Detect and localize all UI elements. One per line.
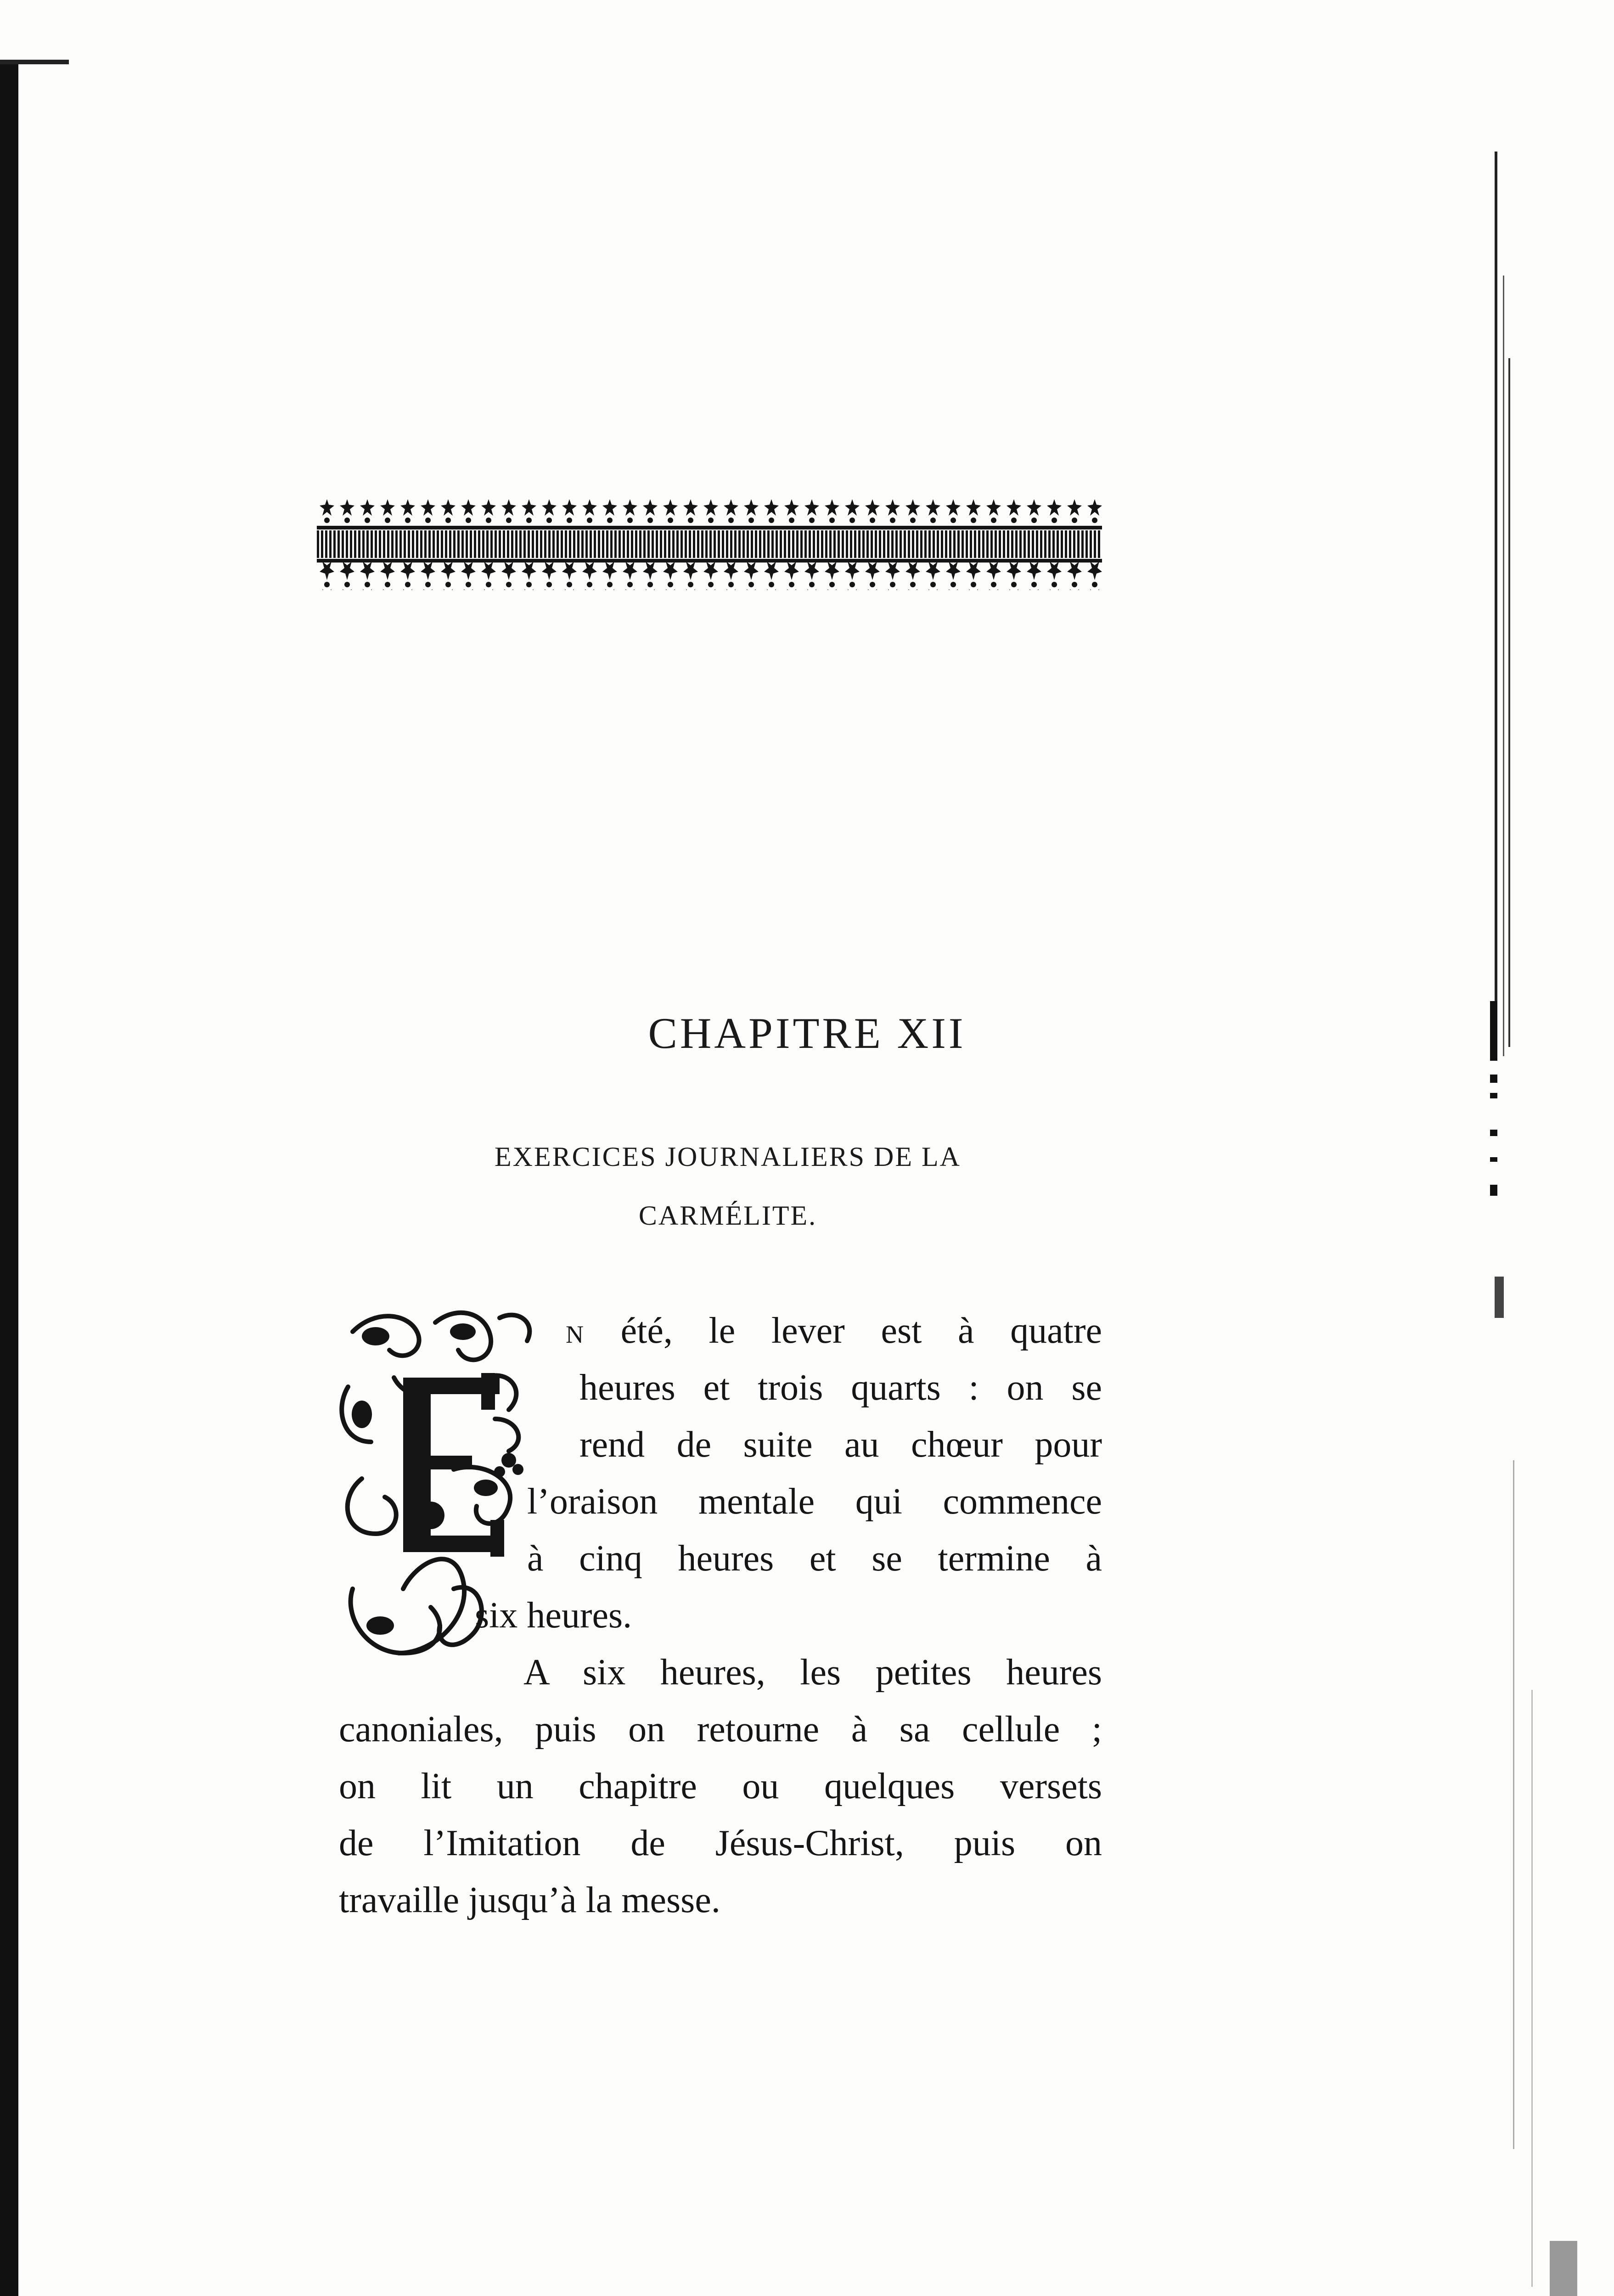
body-line-3: rend de suite au chœur pour	[579, 1424, 1102, 1465]
body-line-2: heures et trois quarts : on se	[579, 1367, 1102, 1408]
body-line-7: A six heures, les petites heures	[523, 1652, 1102, 1693]
scan-left-edge-top	[0, 60, 69, 64]
body-line-11: travaille jusqu’à la messe.	[339, 1880, 720, 1920]
chapter-title: CHAPITRE XII	[648, 1009, 966, 1058]
scan-left-edge	[0, 60, 18, 2296]
chapter-subtitle	[335, 1127, 1120, 1245]
body-line-8: canoniales, puis on retourne à sa cellule ;	[339, 1709, 1102, 1750]
body-line-10: de l’Imitation de Jésus-Christ, puis on	[339, 1823, 1102, 1863]
body-line-1-lead: N	[566, 1321, 585, 1348]
body-line-4: l’oraison mentale qui commence	[527, 1481, 1102, 1522]
scan-right-edge-noise	[1481, 37, 1591, 2296]
body-line-9: on lit un chapitre ou quelques versets	[339, 1766, 1102, 1806]
body-line-6: six heures.	[475, 1595, 632, 1636]
body-line-1-text: été, le lever est à quatre	[585, 1311, 1102, 1351]
chapter-subtitle-line-1: EXERCICES JOURNALIERS DE LA	[494, 1142, 961, 1172]
body-line-1	[566, 1303, 1102, 1362]
ornamental-band-icon	[317, 498, 1102, 590]
body-line-5: à cinq heures et se termine à	[527, 1538, 1102, 1579]
chapter-subtitle-line-2: CARMÉLITE.	[638, 1200, 817, 1231]
